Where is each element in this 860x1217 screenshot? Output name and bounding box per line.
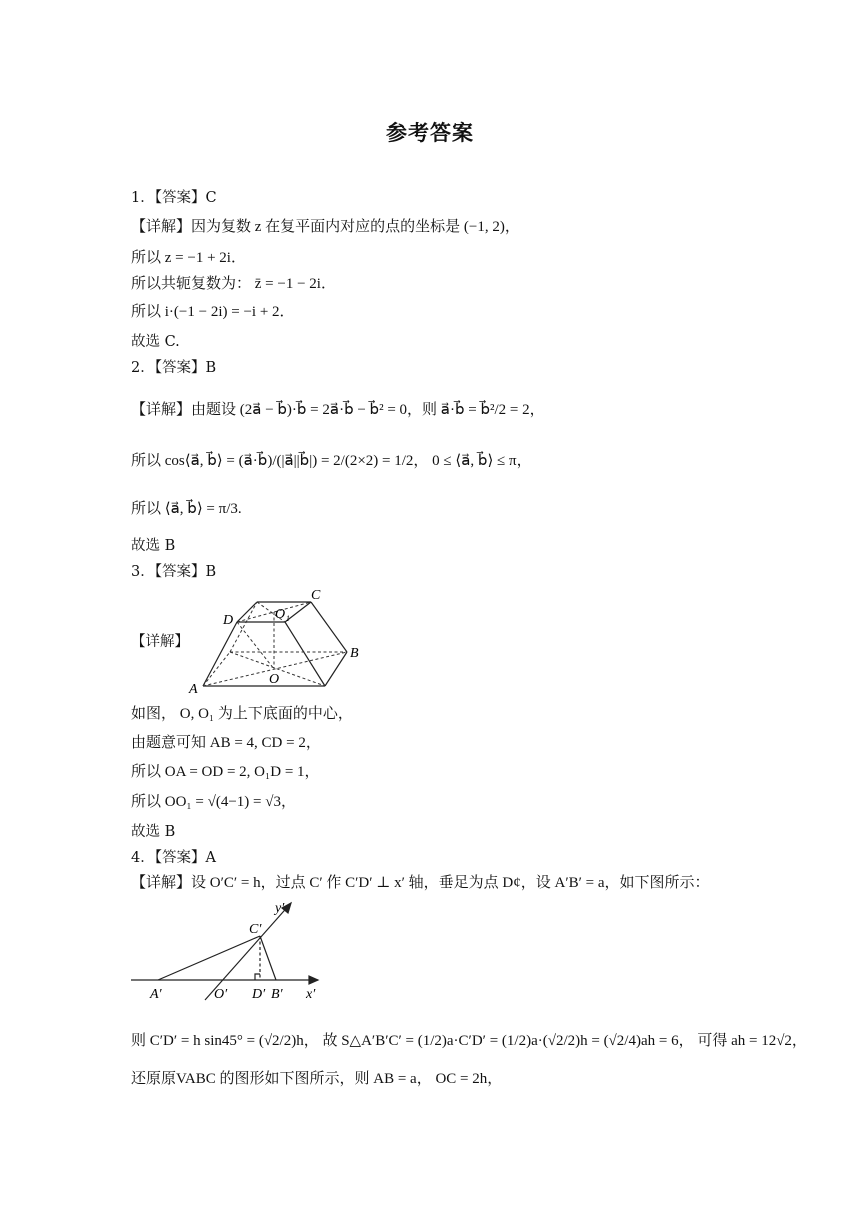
q3-detail-line: 所以 OA = OD = 2, O₁D = 1， — [131, 764, 320, 780]
label-a: A — [189, 682, 198, 697]
q3-detail-line: 如图， O, O₁ 为上下底面的中心， — [131, 706, 353, 722]
frustum-edge — [311, 602, 347, 652]
q1-detail-line: 【详解】因为复数 z 在复平面内对应的点的坐标是 (−1, 2)， — [131, 219, 520, 235]
label-c-prime: C′ — [249, 922, 262, 937]
q2-detail-line: 所以 ⟨a⃗, b⃗⟩ = π/3. — [131, 501, 242, 517]
q2-detail-line: 【详解】由题设 (2a⃗ − b⃗)·b⃗ = 2a⃗·b⃗ − b⃗² = 0，则 a⃗·b⃗ = b⃗²/2 = 2， — [131, 402, 545, 418]
q4-answer-header: 4．【答案】A — [131, 850, 216, 866]
q2-answer-header: 2．【答案】B — [131, 360, 217, 376]
frustum-edge — [203, 622, 237, 686]
label-d-prime: D′ — [252, 987, 266, 1002]
edge-a-c — [158, 936, 260, 980]
q1-detail-line: 所以共轭复数为： z̄ = −1 − 2i． — [131, 276, 336, 292]
q1-conclusion: 故选 C. — [131, 334, 180, 350]
label-d: D — [223, 613, 234, 628]
label-y-prime: y′ — [275, 901, 285, 916]
edge-c-b — [260, 936, 276, 980]
q4-detail-line: 则 C′D′ = h sin45° = (√2/2)h， 故 S△A′B′C′ = (1/2)a·C′D′ = (1/2)a·(√2/2)h = (√2/4)ah = 6， 可得 ah = 12√2， — [131, 1033, 807, 1049]
label-o-prime: O′ — [214, 987, 228, 1002]
q3-detail-line: 所以 OO₁ = √(4−1) = √3， — [131, 794, 296, 810]
q4-detail-line: 【详解】设 O′C′ = h，过点 C′ 作 C′D′ ⊥ x′ 轴，垂足为点 D¢，设 A′B′ = a，如下图所示： — [131, 875, 710, 891]
label-b: B — [350, 646, 359, 661]
label-c: C — [311, 588, 321, 603]
q2-detail-line: 所以 cos⟨a⃗, b⃗⟩ = (a⃗·b⃗)/(|a⃗||b⃗|) = 2/(2×2) = 1/2， 0 ≤ ⟨a⃗, b⃗⟩ ≤ π， — [131, 453, 532, 469]
label-o1: O₁ — [275, 607, 290, 622]
frustum-edge — [285, 622, 325, 686]
frustum-edge — [237, 602, 257, 622]
frustum-figure — [185, 582, 370, 697]
q3-detail-label: 【详解】 — [131, 634, 189, 650]
label-o: O — [269, 672, 280, 687]
q1-detail-line: 所以 z = −1 + 2i． — [131, 250, 246, 266]
q1-detail-line: 所以 i·(−1 − 2i) = −i + 2． — [131, 304, 295, 320]
q1-answer-header: 1．【答案】C — [131, 190, 217, 206]
label-a-prime: A′ — [150, 987, 162, 1002]
oblique-triangle-figure — [128, 893, 328, 1005]
q2-conclusion: 故选 B — [131, 538, 176, 554]
x-axis-arrow — [309, 976, 318, 984]
label-x-prime: x′ — [306, 987, 316, 1002]
q3-detail-line: 由题意可知 AB = 4, CD = 2， — [131, 735, 321, 751]
q3-answer-header: 3．【答案】B — [131, 564, 217, 580]
q4-detail-line: 还原原VABC 的图形如下图所示，则 AB = a， OC = 2h， — [131, 1071, 503, 1087]
label-b-prime: B′ — [271, 987, 283, 1002]
page-title: 参考答案 — [386, 121, 474, 145]
segment-od — [237, 622, 274, 669]
right-angle-mark — [255, 974, 260, 980]
frustum-edge — [325, 652, 347, 686]
y-axis — [205, 903, 291, 1000]
q3-conclusion: 故选 B — [131, 824, 176, 840]
